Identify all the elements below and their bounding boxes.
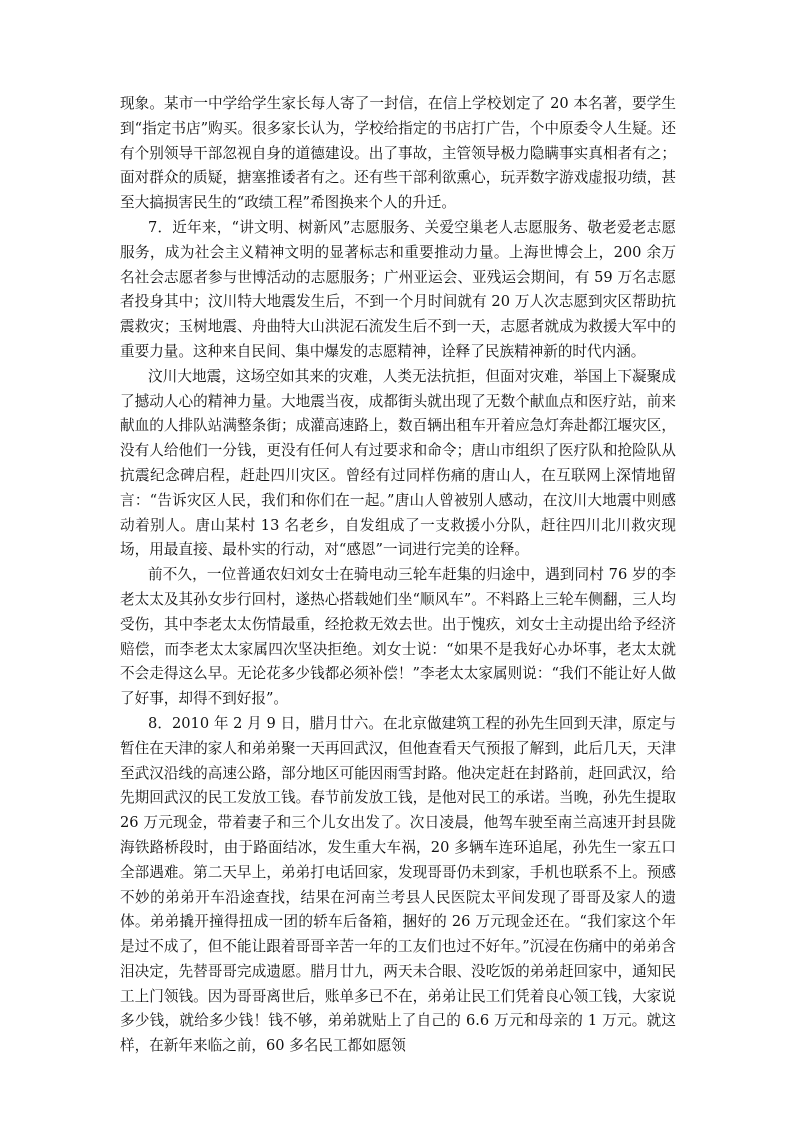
paragraph-4: 前不久，一位普通农妇刘女士在骑电动三轮车赶集的归途中，遇到同村 76 岁的李老太太及其孙女步行回村，遂热心搭载她们坐“顺风车”。不料路上三轮车侧翻，三人均受伤，其中李老太太伤情最重，经抢救无效去世。出于愧疚，刘女士主动提出给予经济赔偿，而李老太太家属四次坚决拒绝。刘女士说：“如果不是我好心办坏事，老太太就不会走得这么早。无论花多少钱都必须补偿！”李老太太家属则说：“我们不能让好人做了好事，却得不到好报”。 bbox=[120, 566, 676, 708]
paragraph-3: 汶川大地震，这场空如其来的灾难，人类无法抗拒，但面对灾难，举国上下凝聚成了撼动人心的精神力量。大地震当夜，成都街头就出现了无数个献血点和医疗站，前来献血的人排队站满整条街；成灌高速路上，数百辆出租车开着应急灯奔赴都江堰灾区，没有人给他们一分钱，更没有任何人有过要求和命令；唐山市组织了医疗队和抢险队从抗震纪念碑启程，赶赴四川灾区。曾经有过同样伤痛的唐山人，在互联网上深情地留言：“告诉灾区人民，我们和你们在一起。”唐山人曾被别人感动，在汶川大地震中则感动着别人。唐山某村 13 名老乡，自发组成了一支救援小分队，赶往四川北川救灾现场，用最直接、最朴实的行动，对“感恩”一词进行完美的诠释。 bbox=[120, 367, 676, 559]
document-body bbox=[120, 92, 676, 1059]
paragraph-1: 现象。某市一中学给学生家长每人寄了一封信，在信上学校划定了 20 本名著，要学生到“指定书店”购买。很多家长认为，学校给指定的书店打广告，个中原委令人生疑。还有个别领导干部忽视自身的道德建设。出了事故，主管领导极力隐瞒事实真相者有之；面对群众的质疑，搪塞推诿者有之。还有些干部利欲熏心，玩弄数字游戏虚报功绩，甚至大搞损害民生的“政绩工程”希图换来个人的升迁。 bbox=[120, 95, 676, 212]
paragraph-5: 8．2010 年 2 月 9 日，腊月廿六。在北京做建筑工程的孙先生回到天津，原定与暂住在天津的家人和弟弟聚一天再回武汉，但他查看天气预报了解到，此后几天，天津至武汉沿线的高速公路，部分地区可能因雨雪封路。他决定赶在封路前，赶回武汉，给先期回武汉的民工发放工钱。春节前发放工钱，是他对民工的承诺。当晚，孙先生提取 26 万元现金，带着妻子和三个儿女出发了。次日凌晨，他驾车驶至南兰高速开封县陇海铁路桥段时，由于路面结冰，发生重大车祸，20 多辆车连环追尾，孙先生一家五口全部遇难。第二天早上，弟弟打电话回家，发现哥哥仍未到家，手机也联系不上。预感不妙的弟弟开车沿途查找，结果在河南兰考县人民医院太平间发现了哥哥及家人的遗体。弟弟撬开撞得扭成一团的轿车后备箱，捆好的 26 万元现金还在。“我们家这个年是过不成了，但不能让跟着哥哥辛苦一年的工友们也过不好年。”沉浸在伤痛中的弟弟含泪决定，先替哥哥完成遗愿。腊月廿九，两天未合眼、没吃饭的弟弟赶回家中，通知民工上门领钱。因为哥哥离世后，账单多已不在，弟弟让民工们凭着良心领工钱，大家说多少钱，就给多少钱！钱不够，弟弟就贴上了自己的 6.6 万元和母亲的 1 万元。就这样，在新年来临之前，60 多名民工都如愿领 bbox=[120, 714, 676, 1055]
paragraph-2: 7．近年来，“讲文明、树新风”志愿服务、关爱空巢老人志愿服务、敬老爱老志愿服务，成为社会主义精神文明的显著标志和重要推动力量。上海世博会上，200 余万名社会志愿者参与世博活动的志愿服务；广州亚运会、亚残运会期间，有 59 万名志愿者投身其中；汶川特大地震发生后，不到一个月时间就有 20 万人次志愿到灾区帮助抗震救灾；玉树地震、舟曲特大山洪泥石流发生后不到一天，志愿者就成为救援大军中的重要力量。这种来自民间、集中爆发的志愿精神，诠释了民族精神新的时代内涵。 bbox=[120, 218, 676, 360]
